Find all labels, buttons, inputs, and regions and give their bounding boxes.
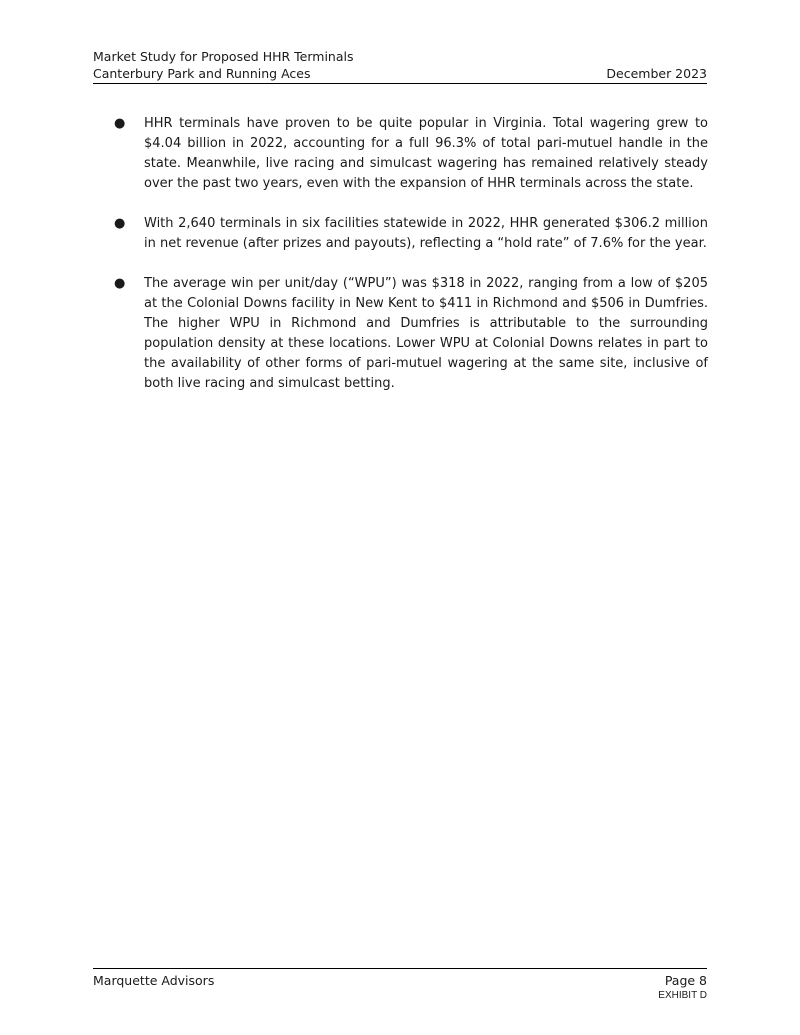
company-name: Marquette Advisors xyxy=(93,973,215,988)
page-footer xyxy=(93,968,707,1003)
footer-row xyxy=(93,969,707,989)
bullet-item xyxy=(114,114,708,194)
bullet-text: With 2,640 terminals in six facilities statewide in 2022, HHR generated $306.2 million in net revenue (after prizes and payouts), reflecting a “hold rate” of 7.6% for the year. xyxy=(144,216,708,251)
bullet-text: HHR terminals have proven to be quite popular in Virginia. Total wagering grew to $4.04 billion in 2022, accounting for a full 96.3% of total pari-mutuel handle in the state. Meanwhile, live racing and simulcast wagering has remained relatively steady over the past two years, even with the expansion of HHR terminals across the state. xyxy=(144,116,708,191)
report-subtitle: Canterbury Park and Running Aces xyxy=(93,66,311,81)
bullet-dot-icon: ● xyxy=(114,276,126,291)
bullet-item xyxy=(114,214,708,254)
report-date: December 2023 xyxy=(606,66,707,81)
bullet-dot-icon: ● xyxy=(114,116,126,131)
page-number: Page 8 xyxy=(664,973,707,988)
bullet-text: The average win per unit/day (“WPU”) was $318 in 2022, ranging from a low of $205 at the Colonial Downs facility in New Kent to $411 in Richmond and $506 in Dumfries. The higher WPU in Richmond and Dumfries is attributable to the surrounding population density at these locations. Lower WPU at Colonial Downs relates in part to the availability of other forms of pari-mutuel wagering at the same site, inclusive of both live racing and simulcast betting. xyxy=(144,276,708,391)
exhibit-label: EXHIBIT D xyxy=(658,990,707,1001)
header-subtitle-row xyxy=(93,65,707,84)
bullet-list xyxy=(114,114,708,414)
bullet-item xyxy=(114,274,708,394)
report-title: Market Study for Proposed HHR Terminals xyxy=(93,49,354,64)
page-header xyxy=(93,48,707,84)
bullet-dot-icon: ● xyxy=(114,216,126,231)
